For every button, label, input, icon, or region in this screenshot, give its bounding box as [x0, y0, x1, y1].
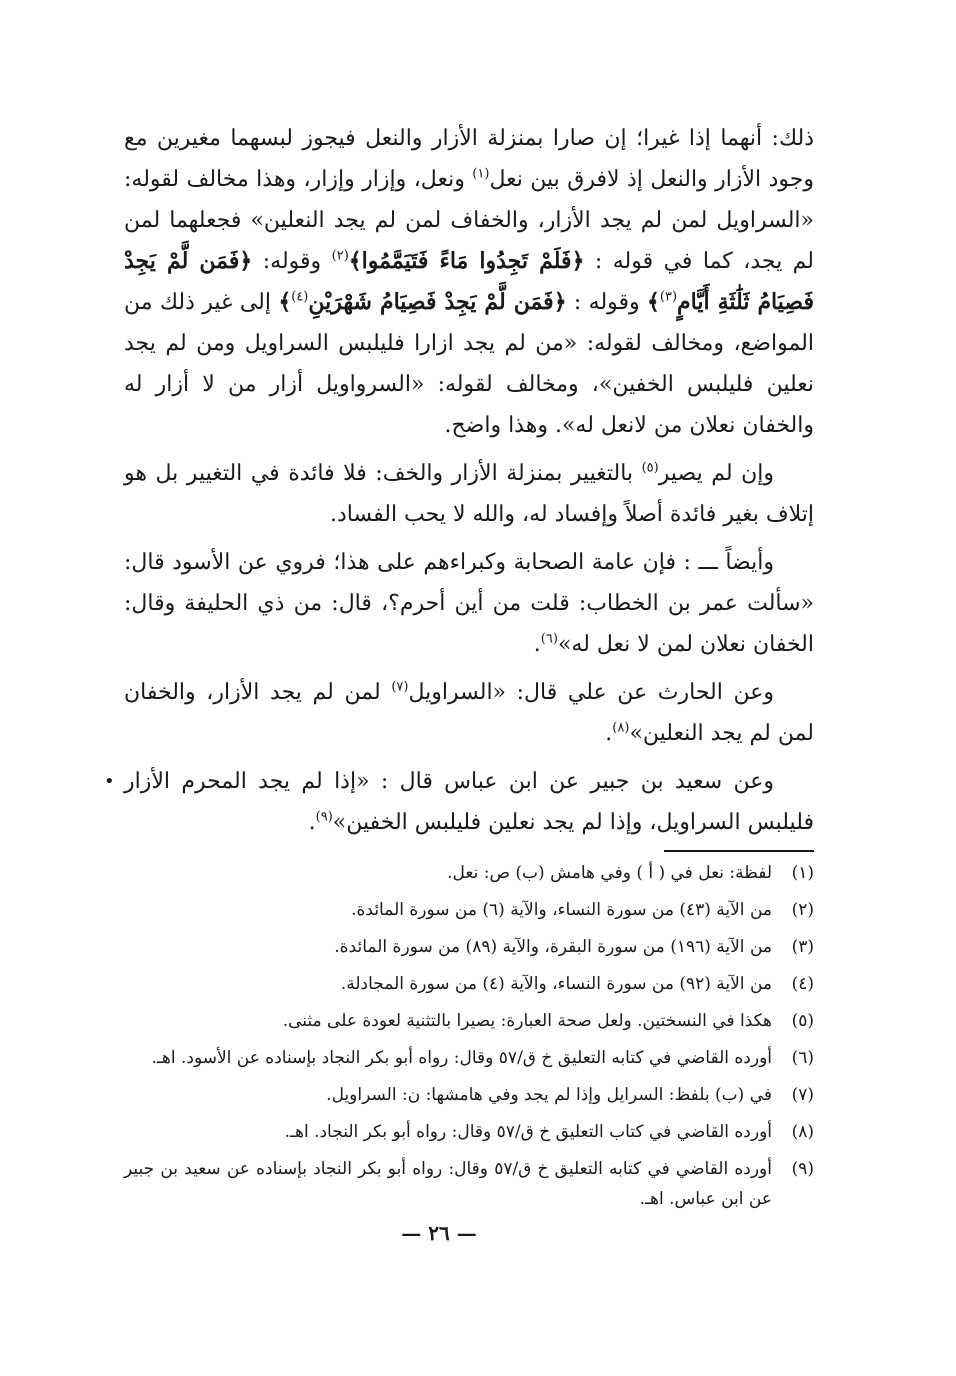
footnote-item [124, 1154, 814, 1214]
quran-verse-end: ﴾ [647, 289, 660, 315]
quran-verse-end: ﴾ [278, 289, 292, 315]
footnote-ref-2[interactable]: (٢) [331, 248, 349, 264]
footnote-item [124, 1117, 814, 1147]
paragraph-5 [104, 761, 814, 843]
page-number: — ٢٦ — [401, 1221, 477, 1245]
footnote-item [124, 1080, 814, 1110]
footnote-item [124, 1006, 814, 1036]
footnote-number: (٧) [791, 1085, 814, 1105]
text-run: إلى غير ذلك من المواضع، ومخالف لقوله: «من لم يجد ازارا فليلبس السراويل ومن لم يجد نعلين فليلبس الخفين»، ومخالف لقوله: «السرواويل أزار من لا أزار له والخفان نعلان من لانعل له». وهذا واضح. [124, 290, 814, 438]
quran-verse: ﴿فَلَمْ تَجِدُوا مَاءً فَتَيَمَّمُوا﴾ [348, 248, 585, 274]
main-text [104, 118, 814, 843]
text-run: . [308, 810, 316, 835]
paragraph-3 [124, 542, 814, 665]
footnote-ref-6[interactable]: (٦) [540, 631, 558, 647]
footnote-text: لفظة: نعل في ( أ ) وفي هامش (ب) ص: نعل. [447, 863, 772, 883]
footnotes-section [124, 858, 814, 1214]
footnote-number: (٥) [791, 1011, 814, 1031]
footnote-number: (٨) [791, 1122, 814, 1142]
footnote-item [124, 1043, 814, 1073]
footnote-number: (٣) [791, 937, 814, 957]
footnote-ref-9[interactable]: (٩) [315, 809, 333, 825]
footnote-item [124, 969, 814, 999]
text-run: وعن سعيد بن جبير عن ابن عباس قال : «إذا لم يجد المحرم الأزار فليلبس السراويل، وإذا لم يجد نعلين فليلبس الخفين» [124, 769, 814, 835]
footnote-item [124, 858, 814, 888]
quran-verse: ﴿فَمَن لَّمْ يَجِدْ فَصِيَامُ ثَلَٰثَةِ أَيَّامٍ [124, 248, 814, 315]
footnote-ref-3[interactable]: (٣) [659, 289, 678, 305]
footnote-number: (٦) [791, 1048, 814, 1068]
footnote-number: (٤) [791, 974, 814, 994]
footnote-number: (٢) [791, 900, 814, 920]
quran-verse: ﴿فَمَن لَّمْ يَجِدْ فَصِيَامُ شَهْرَيْنِ [308, 289, 567, 315]
text-run: . [605, 721, 613, 746]
text-run: وعن الحارث عن علي قال: «السراويل [408, 680, 774, 705]
footnote-number: (١) [791, 863, 814, 883]
text-run: بالتغيير بمنزلة الأزار والخف: فلا فائدة في التغيير بل هو إتلاف بغير فائدة أصلاً وإفساد له، والله لا يحب الفساد. [124, 461, 814, 527]
footnote-ref-4[interactable]: (٤) [291, 289, 309, 305]
footnote-text: من الآية (١٩٦) من سورة البقرة، والآية (٨٩) من سورة المائدة. [334, 937, 772, 957]
text-run: ونعل، وإزار وإزار، وهذا مخالف لقوله: «السراويل لمن لم يجد الأزار، والخفاف لمن لم يجد النعلين» فجعلهما لمن لم يجد، كما في قوله : [124, 167, 814, 274]
text-run: ذلك: أنهما إذا غيرا؛ إن صارا بمنزلة الأزار والنعل فيجوز لبسهما مغيرين مع وجود الأزار والنعل إذ لافرق بين نعل [124, 126, 814, 192]
text-run: وقوله : [566, 290, 648, 315]
footnote-ref-5[interactable]: (٥) [641, 460, 659, 476]
footnote-text: من الآية (٤٣) من سورة النساء، والآية (٦) من سورة المائدة. [351, 900, 772, 920]
footnote-text: أورده القاضي في كتابه التعليق خ ق/٥٧ وقال: رواه أبو بكر النجاد بإسناده عن سعيد بن جبير عن ابن عباس. اهـ. [124, 1159, 772, 1209]
paragraph-2 [124, 453, 814, 535]
paragraph-1 [124, 118, 814, 446]
footnote-number: (٩) [791, 1159, 814, 1179]
footnote-separator [664, 850, 814, 852]
bullet-marker: • [104, 771, 115, 792]
footnote-item [124, 932, 814, 962]
paragraph-4 [124, 672, 814, 754]
text-run: . [533, 632, 541, 657]
footnote-item [124, 895, 814, 925]
footnote-ref-1[interactable]: (١) [472, 166, 490, 182]
footnote-text: أورده القاضي في كتاب التعليق خ ق/٥٧ وقال: رواه أبو بكر النجاد. اهـ. [284, 1122, 772, 1142]
text-run: وأيضاً ـــ : فإن عامة الصحابة وكبراءهم على هذا؛ فروي عن الأسود قال: «سألت عمر بن الخطاب: قلت من أين أحرم؟، قال: من ذي الحليفة وقال: الخفان نعلان لمن لا نعل له» [124, 550, 814, 657]
footnote-text: أورده القاضي في كتابه التعليق خ ق/٥٧ وقال: رواه أبو بكر النجاد بإسناده عن الأسود. اهـ. [151, 1048, 772, 1068]
footnote-text: في (ب) بلفظ: السرايل وإذا لم يجد وفي هامشها: ن: السراويل. [326, 1085, 772, 1105]
text-run: وإن لم يصير [658, 461, 775, 486]
text-run: لمن لم يجد الأزار، والخفان لمن لم يجد النعلين» [124, 680, 814, 746]
footnote-text: هكذا في النسختين. ولعل صحة العبارة: يصيرا بالتثنية لعودة على مثنى. [282, 1011, 772, 1031]
footnote-ref-8[interactable]: (٨) [612, 720, 630, 736]
footnote-text: من الآية (٩٢) من سورة النساء، والآية (٤) من سورة المجادلة. [340, 974, 772, 994]
text-run: وقوله: [252, 249, 332, 274]
book-page [104, 118, 814, 1245]
footnote-ref-7[interactable]: (٧) [391, 679, 409, 695]
